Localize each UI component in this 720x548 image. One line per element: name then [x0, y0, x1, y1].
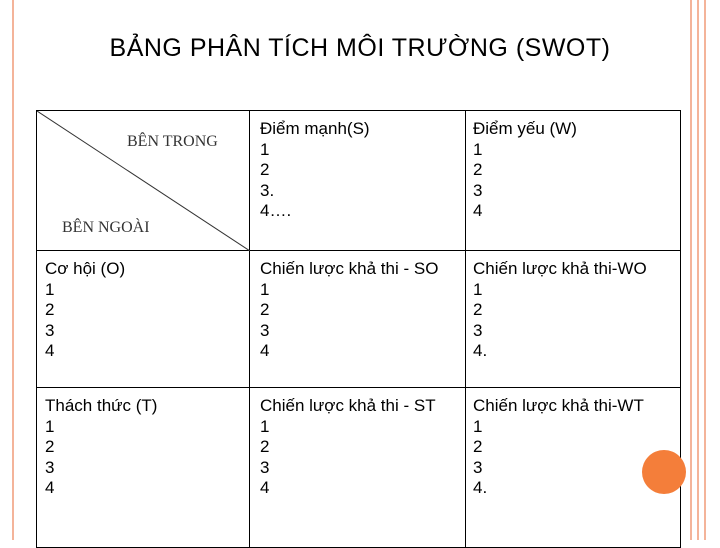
opportunities-cell	[37, 251, 250, 388]
wt-strategy-item: 2	[473, 437, 483, 456]
threats-item: 3	[45, 457, 55, 477]
decorative-line-right-1	[690, 0, 692, 540]
strengths-item: 3.	[260, 180, 275, 200]
threats-heading: Thách thức (T)	[45, 396, 158, 415]
wo-strategy-cell	[466, 251, 681, 388]
strengths-item: 2	[260, 160, 270, 179]
wo-strategy-heading: Chiến lược khả thi-WO	[473, 259, 647, 278]
corner-cell	[37, 111, 250, 251]
wo-strategy-item: 1	[473, 279, 483, 299]
weaknesses-cell	[466, 111, 681, 251]
weaknesses-heading: Điểm yếu (W)	[473, 119, 577, 138]
so-strategy-item: 1	[260, 279, 270, 299]
inside-label: BÊN TRONG	[127, 133, 218, 150]
st-strategy-item: 3	[260, 457, 270, 477]
opportunities-item: 4	[45, 341, 55, 360]
wt-strategy-item: 3	[473, 457, 483, 477]
st-strategy-item: 1	[260, 416, 270, 436]
opportunities-item: 2	[45, 300, 55, 319]
so-strategy-item: 3	[260, 320, 270, 340]
decorative-line-right-2	[697, 0, 699, 540]
threats-row	[37, 388, 681, 548]
strengths-cell	[250, 111, 466, 251]
so-strategy-cell	[250, 251, 466, 388]
header-row	[37, 111, 681, 251]
wt-strategy-item: 4.	[473, 478, 488, 497]
wo-strategy-item: 3	[473, 320, 483, 340]
wo-strategy-item: 2	[473, 300, 483, 319]
st-strategy-cell	[250, 388, 466, 548]
opportunities-row	[37, 251, 681, 388]
weaknesses-item: 1	[473, 139, 483, 159]
threats-item: 4	[45, 478, 55, 497]
weaknesses-item: 4	[473, 201, 483, 220]
strengths-heading: Điểm mạnh(S)	[260, 119, 370, 138]
decorative-line-left	[12, 0, 14, 540]
opportunities-item: 3	[45, 320, 55, 340]
strengths-item: 4….	[260, 201, 292, 220]
threats-item: 2	[45, 437, 55, 456]
opportunities-heading: Cơ hội (O)	[45, 259, 126, 278]
so-strategy-item: 2	[260, 300, 270, 319]
so-strategy-heading: Chiến lược khả thi - SO	[260, 259, 439, 278]
opportunities-item: 1	[45, 279, 55, 299]
weaknesses-item: 3	[473, 180, 483, 200]
swot-table	[36, 110, 681, 548]
threats-cell	[37, 388, 250, 548]
outside-label: BÊN NGOÀI	[62, 219, 150, 236]
wt-strategy-item: 1	[473, 416, 483, 436]
threats-item: 1	[45, 416, 55, 436]
st-strategy-heading: Chiến lược khả thi - ST	[260, 396, 436, 415]
strengths-item: 1	[260, 139, 270, 159]
wo-strategy-item: 4.	[473, 341, 488, 360]
page-title: BẢNG PHÂN TÍCH MÔI TRƯỜNG (SWOT)	[109, 34, 611, 62]
st-strategy-item: 4	[260, 478, 270, 497]
st-strategy-item: 2	[260, 437, 270, 456]
so-strategy-item: 4	[260, 341, 270, 360]
decorative-line-right-3	[704, 0, 706, 540]
decorative-circle	[642, 450, 686, 494]
wt-strategy-heading: Chiến lược khả thi-WT	[473, 396, 644, 415]
weaknesses-item: 2	[473, 160, 483, 179]
